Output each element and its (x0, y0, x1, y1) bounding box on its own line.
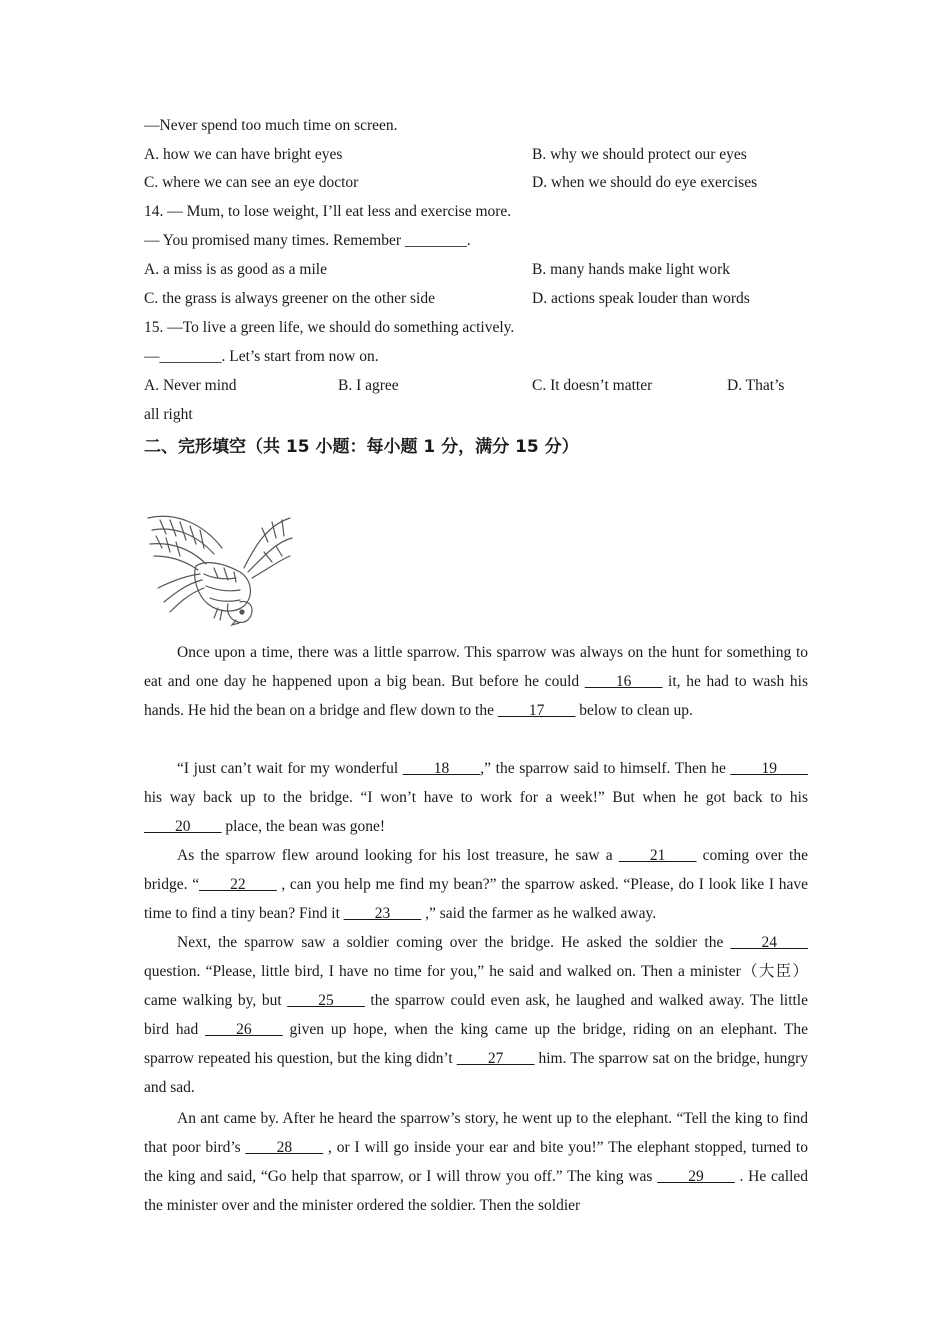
passage-paragraph-2 (144, 754, 808, 841)
passage-paragraph-4 (144, 928, 808, 1102)
q14-option-a: A. a miss is as good as a mile (144, 261, 327, 278)
passage-text: , or I will go inside your ear and bite you!” The elephant stopped, turned to the king and said, “Go help that sparrow, or I will throw you off.” The king was (144, 1139, 808, 1185)
passage-text: the sparrow could even ask, he laughed and walked away. The little bird had (144, 992, 808, 1038)
blank-19: ____19____ (730, 760, 808, 777)
blank-18: ____18____ (402, 760, 481, 777)
blank-29: ____29____ (657, 1168, 735, 1185)
passage-text: him. The sparrow sat on the bridge, hungry and sad. (144, 1050, 808, 1096)
blank-20: ____20____ (144, 818, 222, 835)
passage-text: An ant came by. After he heard the sparrow’s story, he went up to the elephant. “Tell the king to find that poor bird’s (144, 1110, 808, 1156)
q15-option-b: B. I agree (338, 377, 399, 394)
q14-line-2: — You promised many times. Remember ________. (144, 232, 471, 249)
blank-28: ____28____ (245, 1139, 324, 1156)
passage-paragraph-3 (144, 841, 808, 928)
q13-option-d: D. when we should do eye exercises (532, 174, 758, 191)
passage-text: , can you help me find my bean?” the sparrow asked. “Please, do I look like I have time to find a tiny bean? Find it (144, 876, 808, 922)
q15-option-a: A. Never mind (144, 377, 237, 394)
q14-option-d: D. actions speak louder than words (532, 290, 750, 307)
q15-line-1: 15. —To live a green life, we should do something actively. (144, 319, 515, 336)
passage-paragraph-5 (144, 1104, 808, 1220)
passage-text: Next, the sparrow saw a soldier coming over the bridge. He asked the soldier the (177, 934, 731, 951)
blank-27: ____27____ (456, 1050, 535, 1067)
passage-paragraph-1 (144, 638, 808, 725)
q14-line-1: 14. — Mum, to lose weight, I’ll eat less and exercise more. (144, 203, 512, 220)
blank-26: ____26____ (205, 1021, 283, 1038)
q15-option-d: D. That’s (727, 377, 785, 394)
passage-text: question. “Please, little bird, I have no time for you,” he said and walked on. Then a minister（大臣）came walking by, but (144, 963, 808, 1009)
blank-25: ____25____ (287, 992, 365, 1009)
q14-option-c: C. the grass is always greener on the other side (144, 290, 435, 307)
blank-17: ____17____ (497, 702, 576, 719)
passage-text: place, the bean was gone! (221, 818, 386, 835)
blank-23: ____23____ (343, 905, 422, 922)
blank-22: ____22____ (199, 876, 277, 893)
passage-text: coming over the bridge. “ (144, 847, 808, 893)
q13-option-b: B. why we should protect our eyes (532, 146, 747, 163)
q13-prompt-tail: —Never spend too much time on screen. (144, 117, 398, 134)
passage-text: . He called the minister over and the minister ordered the soldier. Then the soldier (144, 1168, 809, 1214)
q14-option-b: B. many hands make light work (532, 261, 731, 278)
blank-16: ____16____ (584, 673, 663, 690)
q15-line-2: —________. Let’s start from now on. (144, 348, 379, 365)
blank-21: ____21____ (618, 847, 697, 864)
q13-option-c: C. where we can see an eye doctor (144, 174, 359, 191)
q13-option-a: A. how we can have bright eyes (144, 146, 343, 163)
passage-text: “I just can’t wait for my wonderful (177, 760, 403, 777)
passage-text: ,” the sparrow said to himself. Then he (480, 760, 731, 777)
passage-text: As the sparrow flew around looking for his lost treasure, he saw a (177, 847, 619, 864)
section-heading: 二、完形填空（共 15 小题：每小题 1 分，满分 15 分） (144, 437, 579, 457)
passage-text: it, he had to wash his hands. He hid the bean on a bridge and flew down to the (144, 673, 808, 719)
q15-option-c: C. It doesn’t matter (532, 377, 653, 394)
blank-24: ____24____ (730, 934, 808, 951)
passage-text: given up hope, when the king came up the bridge, riding on an elephant. The sparrow repeated his question, but the king didn’t (144, 1021, 808, 1067)
q15-option-d-continued: all right (144, 406, 193, 423)
passage-text: Once upon a time, there was a little sparrow. This sparrow was always on the hunt for something to eat and one day he happened upon a big bean. But before he could (144, 644, 808, 690)
sparrow-illustration (144, 508, 294, 626)
passage-text: below to clean up. (575, 702, 693, 719)
passage-text: his way back up to the bridge. “I won’t have to work for a week!” But when he got back to his (144, 789, 808, 806)
passage-text: ,” said the farmer as he walked away. (421, 905, 657, 922)
